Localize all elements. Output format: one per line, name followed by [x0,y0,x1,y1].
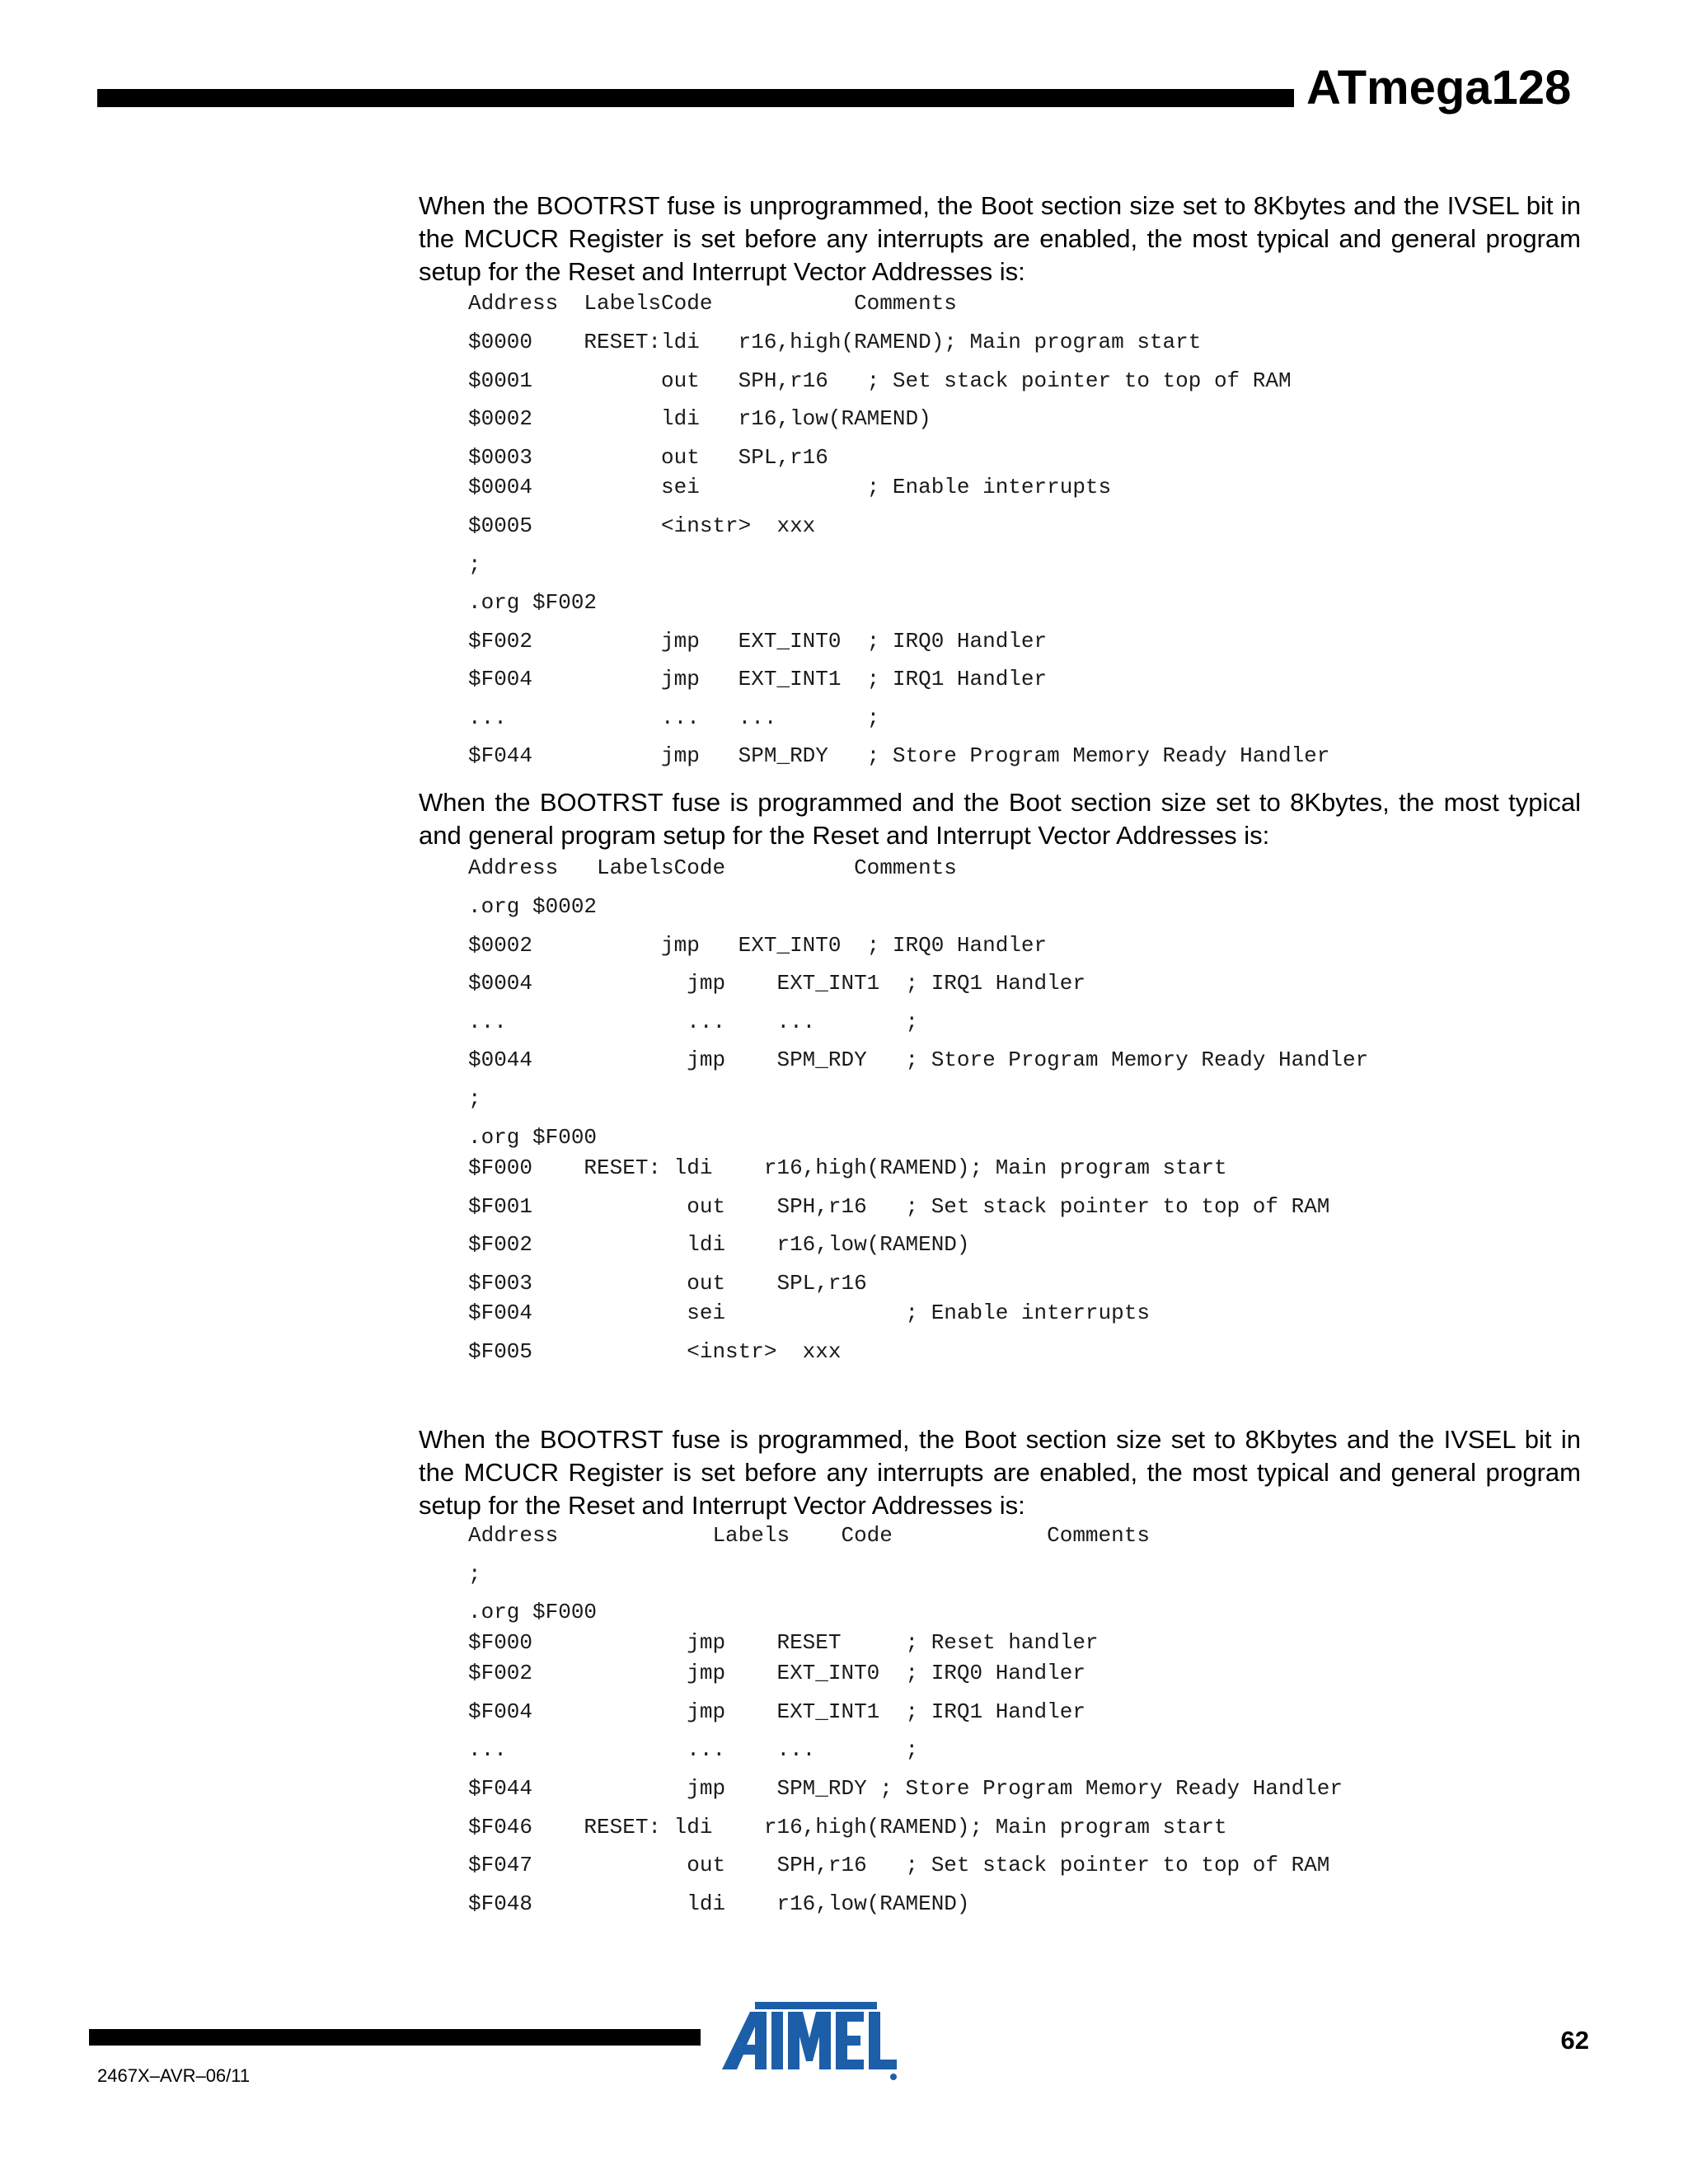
code-line: $F047 out SPH,r16 ; Set stack pointer to top of RAM [468,1853,1330,1877]
code-line: $0044 jmp SPM_RDY ; Store Program Memory Ready Handler [468,1047,1369,1072]
code-line: $F001 out SPH,r16 ; Set stack pointer to top of RAM [468,1194,1330,1219]
code-line: $F004 sei ; Enable interrupts [468,1301,1150,1325]
code-line: $F003 out SPL,r16 [468,1271,867,1296]
code-line: .org $0002 [468,894,598,919]
code-line: $F002 jmp EXT_INT0 ; IRQ0 Handler [468,629,1048,654]
atmel-logo [720,1999,902,2081]
code-line: Address LabelsCode Comments [468,291,957,316]
code-line: .org $F000 [468,1600,598,1624]
code-line: $F000 jmp RESET ; Reset handler [468,1630,1099,1655]
footer-rule [89,2029,701,2046]
code-line: $F048 ldi r16,low(RAMEND) [468,1891,970,1916]
page-number: 62 [1560,2026,1589,2055]
code-line: $F044 jmp SPM_RDY ; Store Program Memory Ready Handler [468,743,1330,768]
code-line: $0000 RESET:ldi r16,high(RAMEND); Main program start [468,330,1202,354]
code-line: $0002 ldi r16,low(RAMEND) [468,406,931,431]
intro-paragraph-3: When the BOOTRST fuse is programmed, the Boot section size set to 8Kbytes and the IVSEL bit in the MCUCR Register is set before any interrupts are enabled, the most typical and general program setup for the Reset and Interrupt Vector Addresses is: [419,1425,1581,1520]
code-line: $0005 <instr> xxx [468,513,816,538]
code-line: $F002 ldi r16,low(RAMEND) [468,1232,970,1257]
code-line: $0003 out SPL,r16 [468,445,828,470]
code-line: $0004 jmp EXT_INT1 ; IRQ1 Handler [468,971,1085,996]
intro-paragraph-1: When the BOOTRST fuse is unprogrammed, the Boot section size set to 8Kbytes and the IVSEL bit in the MCUCR Register is set before any interrupts are enabled, the most typical and general program setup for the Reset and Interrupt Vector Addresses is: [419,191,1581,286]
code-line: ... ... ... ; [468,705,880,730]
code-line: .org $F002 [468,590,598,615]
code-line: $F000 RESET: ldi r16,high(RAMEND); Main program start [468,1155,1227,1180]
code-line: ... ... ... ; [468,1010,919,1034]
intro-paragraph-2: When the BOOTRST fuse is programmed and the Boot section size set to 8Kbytes, the most typical and general program setup for the Reset and Interrupt Vector Addresses is: [419,788,1581,850]
code-line: Address LabelsCode Comments [468,855,957,880]
code-line: $F046 RESET: ldi r16,high(RAMEND); Main program start [468,1815,1227,1840]
code-line: ; [468,1562,481,1586]
code-line: $0004 sei ; Enable interrupts [468,475,1112,499]
code-line: ; [468,552,481,577]
code-line: $0001 out SPH,r16 ; Set stack pointer to top of RAM [468,368,1292,393]
document-id: 2467X–AVR–06/11 [97,2065,251,2086]
code-line: ; [468,1086,481,1111]
code-line: ... ... ... ; [468,1737,919,1762]
code-line: $F005 <instr> xxx [468,1339,842,1364]
code-line: Address Labels Code Comments [468,1523,1150,1548]
code-line: $F004 jmp EXT_INT1 ; IRQ1 Handler [468,667,1048,691]
page-title: ATmega128 [1306,61,1572,115]
code-line: .org $F000 [468,1125,598,1150]
code-line: $F004 jmp EXT_INT1 ; IRQ1 Handler [468,1699,1085,1724]
code-line: $F044 jmp SPM_RDY ; Store Program Memory Ready Handler [468,1776,1343,1801]
code-line: $F002 jmp EXT_INT0 ; IRQ0 Handler [468,1661,1085,1685]
code-line: $0002 jmp EXT_INT0 ; IRQ0 Handler [468,933,1048,958]
